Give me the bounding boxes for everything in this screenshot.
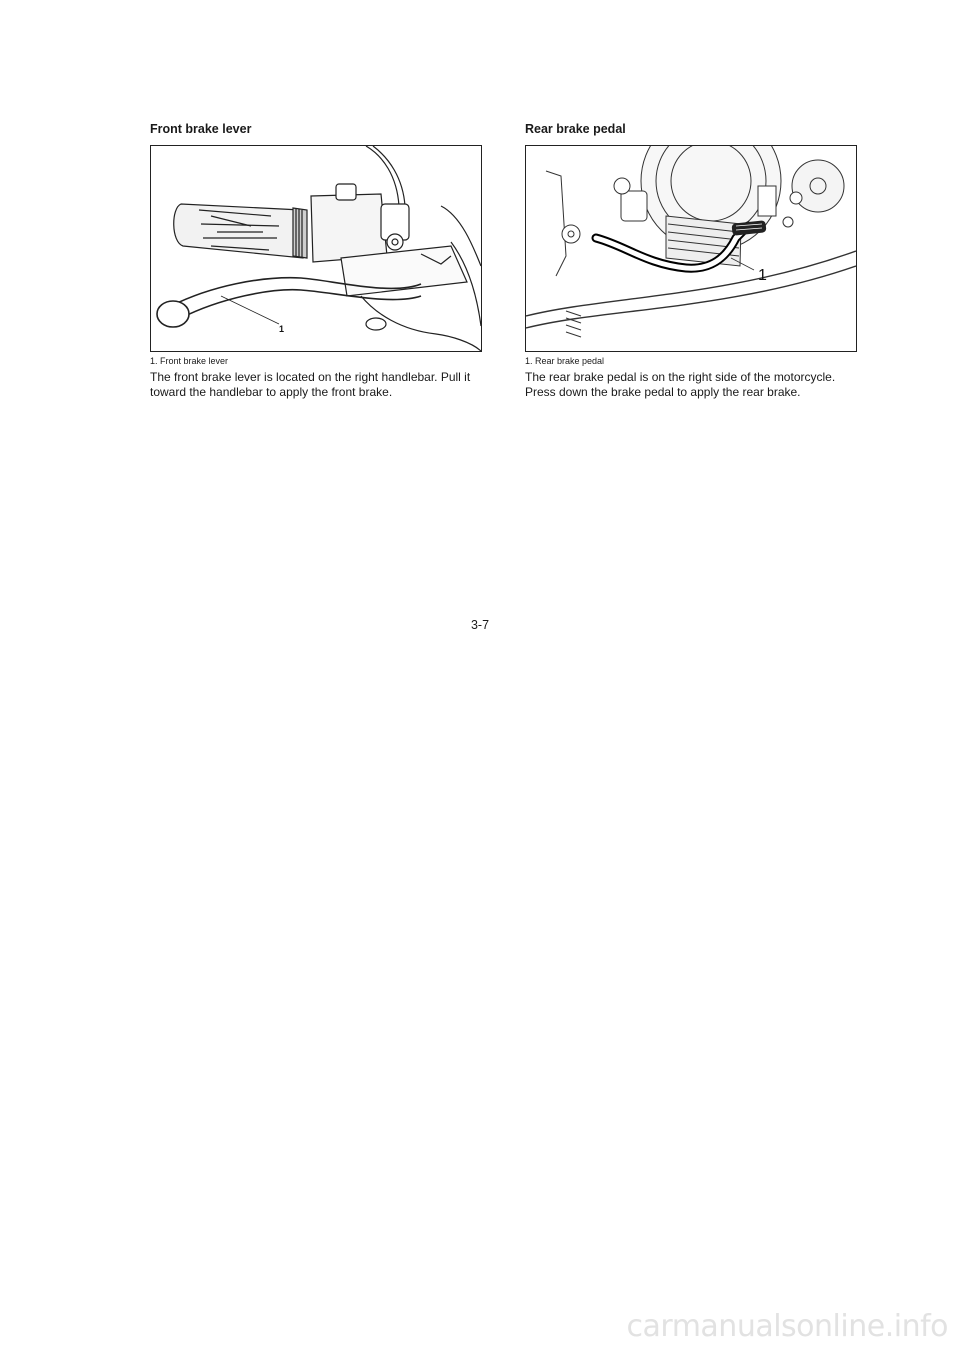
page-number: 3-7 <box>470 618 490 632</box>
watermark: carmanualsonline.info <box>626 1309 948 1344</box>
front-brake-section <box>150 122 484 400</box>
front-brake-callout: 1 <box>279 324 285 334</box>
rear-brake-pedal-figure <box>525 145 857 352</box>
front-brake-caption: 1. Front brake lever <box>150 356 229 366</box>
rear-brake-body: The rear brake pedal is on the right side of the motorcycle. Press down the brake pedal to apply the rear brake. <box>525 370 836 399</box>
rear-brake-caption: 1. Rear brake pedal <box>525 356 605 366</box>
front-brake-lever-illustration <box>151 146 481 351</box>
front-brake-lever-figure <box>150 145 482 352</box>
rear-brake-pedal-illustration <box>526 146 856 351</box>
front-brake-heading: Front brake lever <box>150 122 252 136</box>
front-brake-body: The front brake lever is located on the right handlebar. Pull it toward the handlebar to apply the front brake. <box>150 370 471 399</box>
rear-brake-section <box>525 122 859 400</box>
rear-brake-callout: 1 <box>758 267 767 284</box>
rear-brake-heading: Rear brake pedal <box>525 122 626 136</box>
